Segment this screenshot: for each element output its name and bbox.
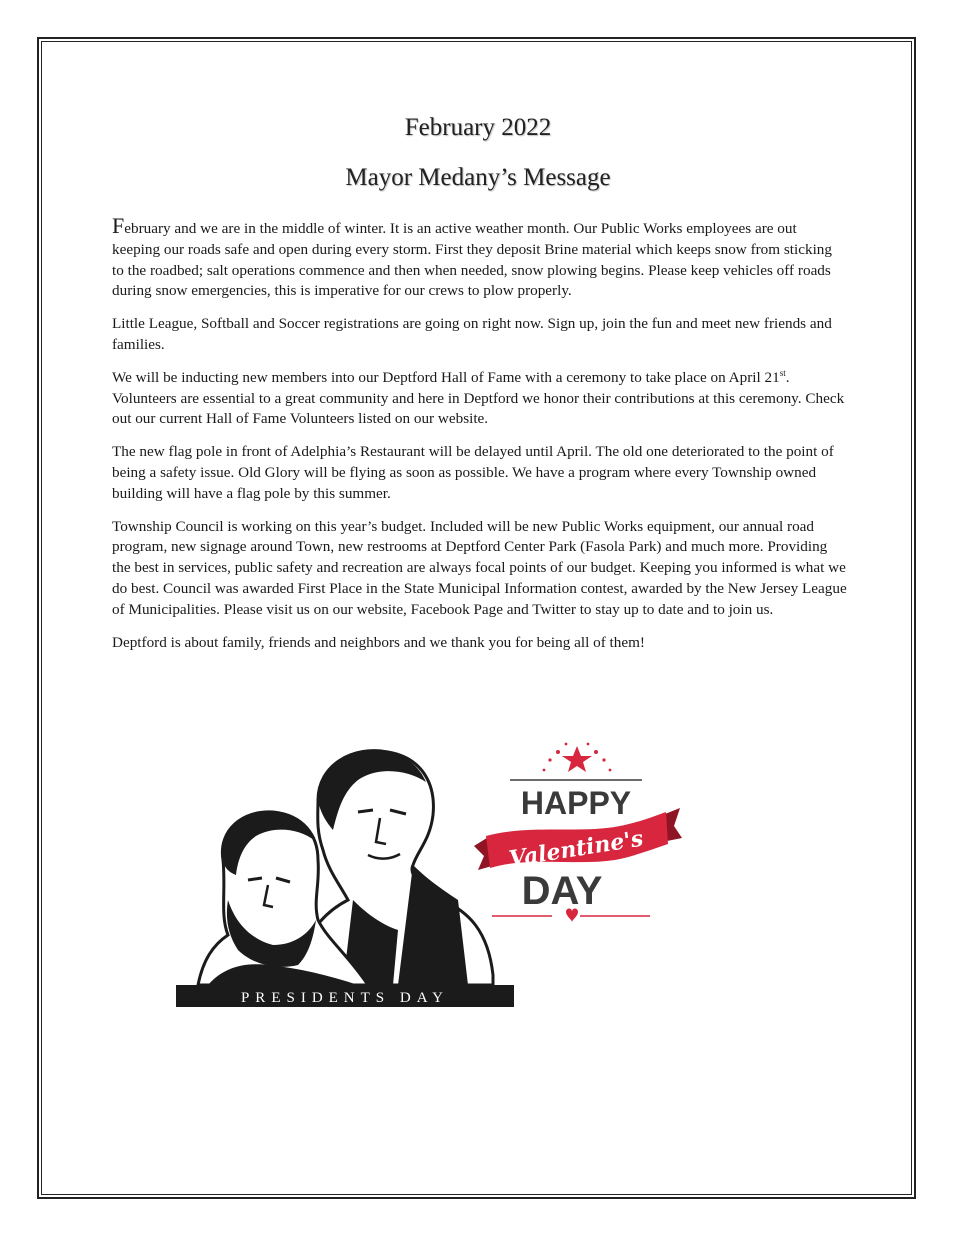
valentines-day-graphic <box>470 738 685 938</box>
ordinal-suffix: st <box>779 367 786 378</box>
hall-of-fame-text-b: . Volunteers are essential to a great community and here in Deptford we honor their contributions at this ceremony. Check out our current Hall of Fame Volunteers listed on our website. <box>112 368 845 428</box>
paragraph-budget: Township Council is working on this year’s budget. Included will be new Public Works equipment, our annual road program, new signage around Town, new restrooms at Deptford Center Park (Fasola Park) and much more. Providing the best in services, public safety and recreation are always focal points of our budget. Keeping you informed is what we do best. Council was awarded First Place in the State Municipal Information contest, awarded by the New Jersey League of Municipalities. Please visit us on our website, Facebook Page and Twitter to stay up to date and to join us. <box>112 517 847 618</box>
valentines-label: Valentine's <box>507 825 646 873</box>
newsletter-date: February 2022 <box>404 114 552 141</box>
paragraph-closing: Deptford is about family, friends and neighbors and we thank you for being all of them! <box>112 633 645 651</box>
paragraph-registrations: Little League, Softball and Soccer registrations are going on right now. Sign up, join the fun and meet new friends and families. <box>112 315 832 353</box>
happy-label: HAPPY <box>520 785 632 821</box>
paragraph-flag-pole: The new flag pole in front of Adelphia’s Restaurant will be delayed until April. The old one deteriorated to the point of being a safety issue. Old Glory will be flying as soon as possible. We have a program where every Township owned building will have a flag pole by this summer. <box>112 443 834 502</box>
message-body <box>112 213 847 665</box>
drop-cap: F <box>112 213 125 238</box>
paragraph-hall-of-fame <box>112 368 847 430</box>
paragraph-winter <box>112 213 847 302</box>
hall-of-fame-text-a: We will be inducting new members into our Deptford Hall of Fame with a ceremony to take place on April 21 <box>112 368 780 386</box>
day-label: DAY <box>521 869 603 913</box>
stars-icon <box>543 743 612 772</box>
presidents-day-illustration <box>168 740 522 1013</box>
paragraph-winter-text: ebruary and we are in the middle of winter. It is an active weather month. Our Public Works employees are out keeping our roads safe and open during every storm. First they deposit Brine material which keeps snow from sticking to the roadbed; salt operations commence and then when needed, snow plowing begins. Please keep vehicles off roads during snow emergencies, this is imperative for our crews to plow properly. <box>112 220 832 300</box>
presidents-day-label: PRESIDENTS DAY <box>240 990 450 1006</box>
page-title: Mayor Medany’s Message <box>345 164 611 191</box>
